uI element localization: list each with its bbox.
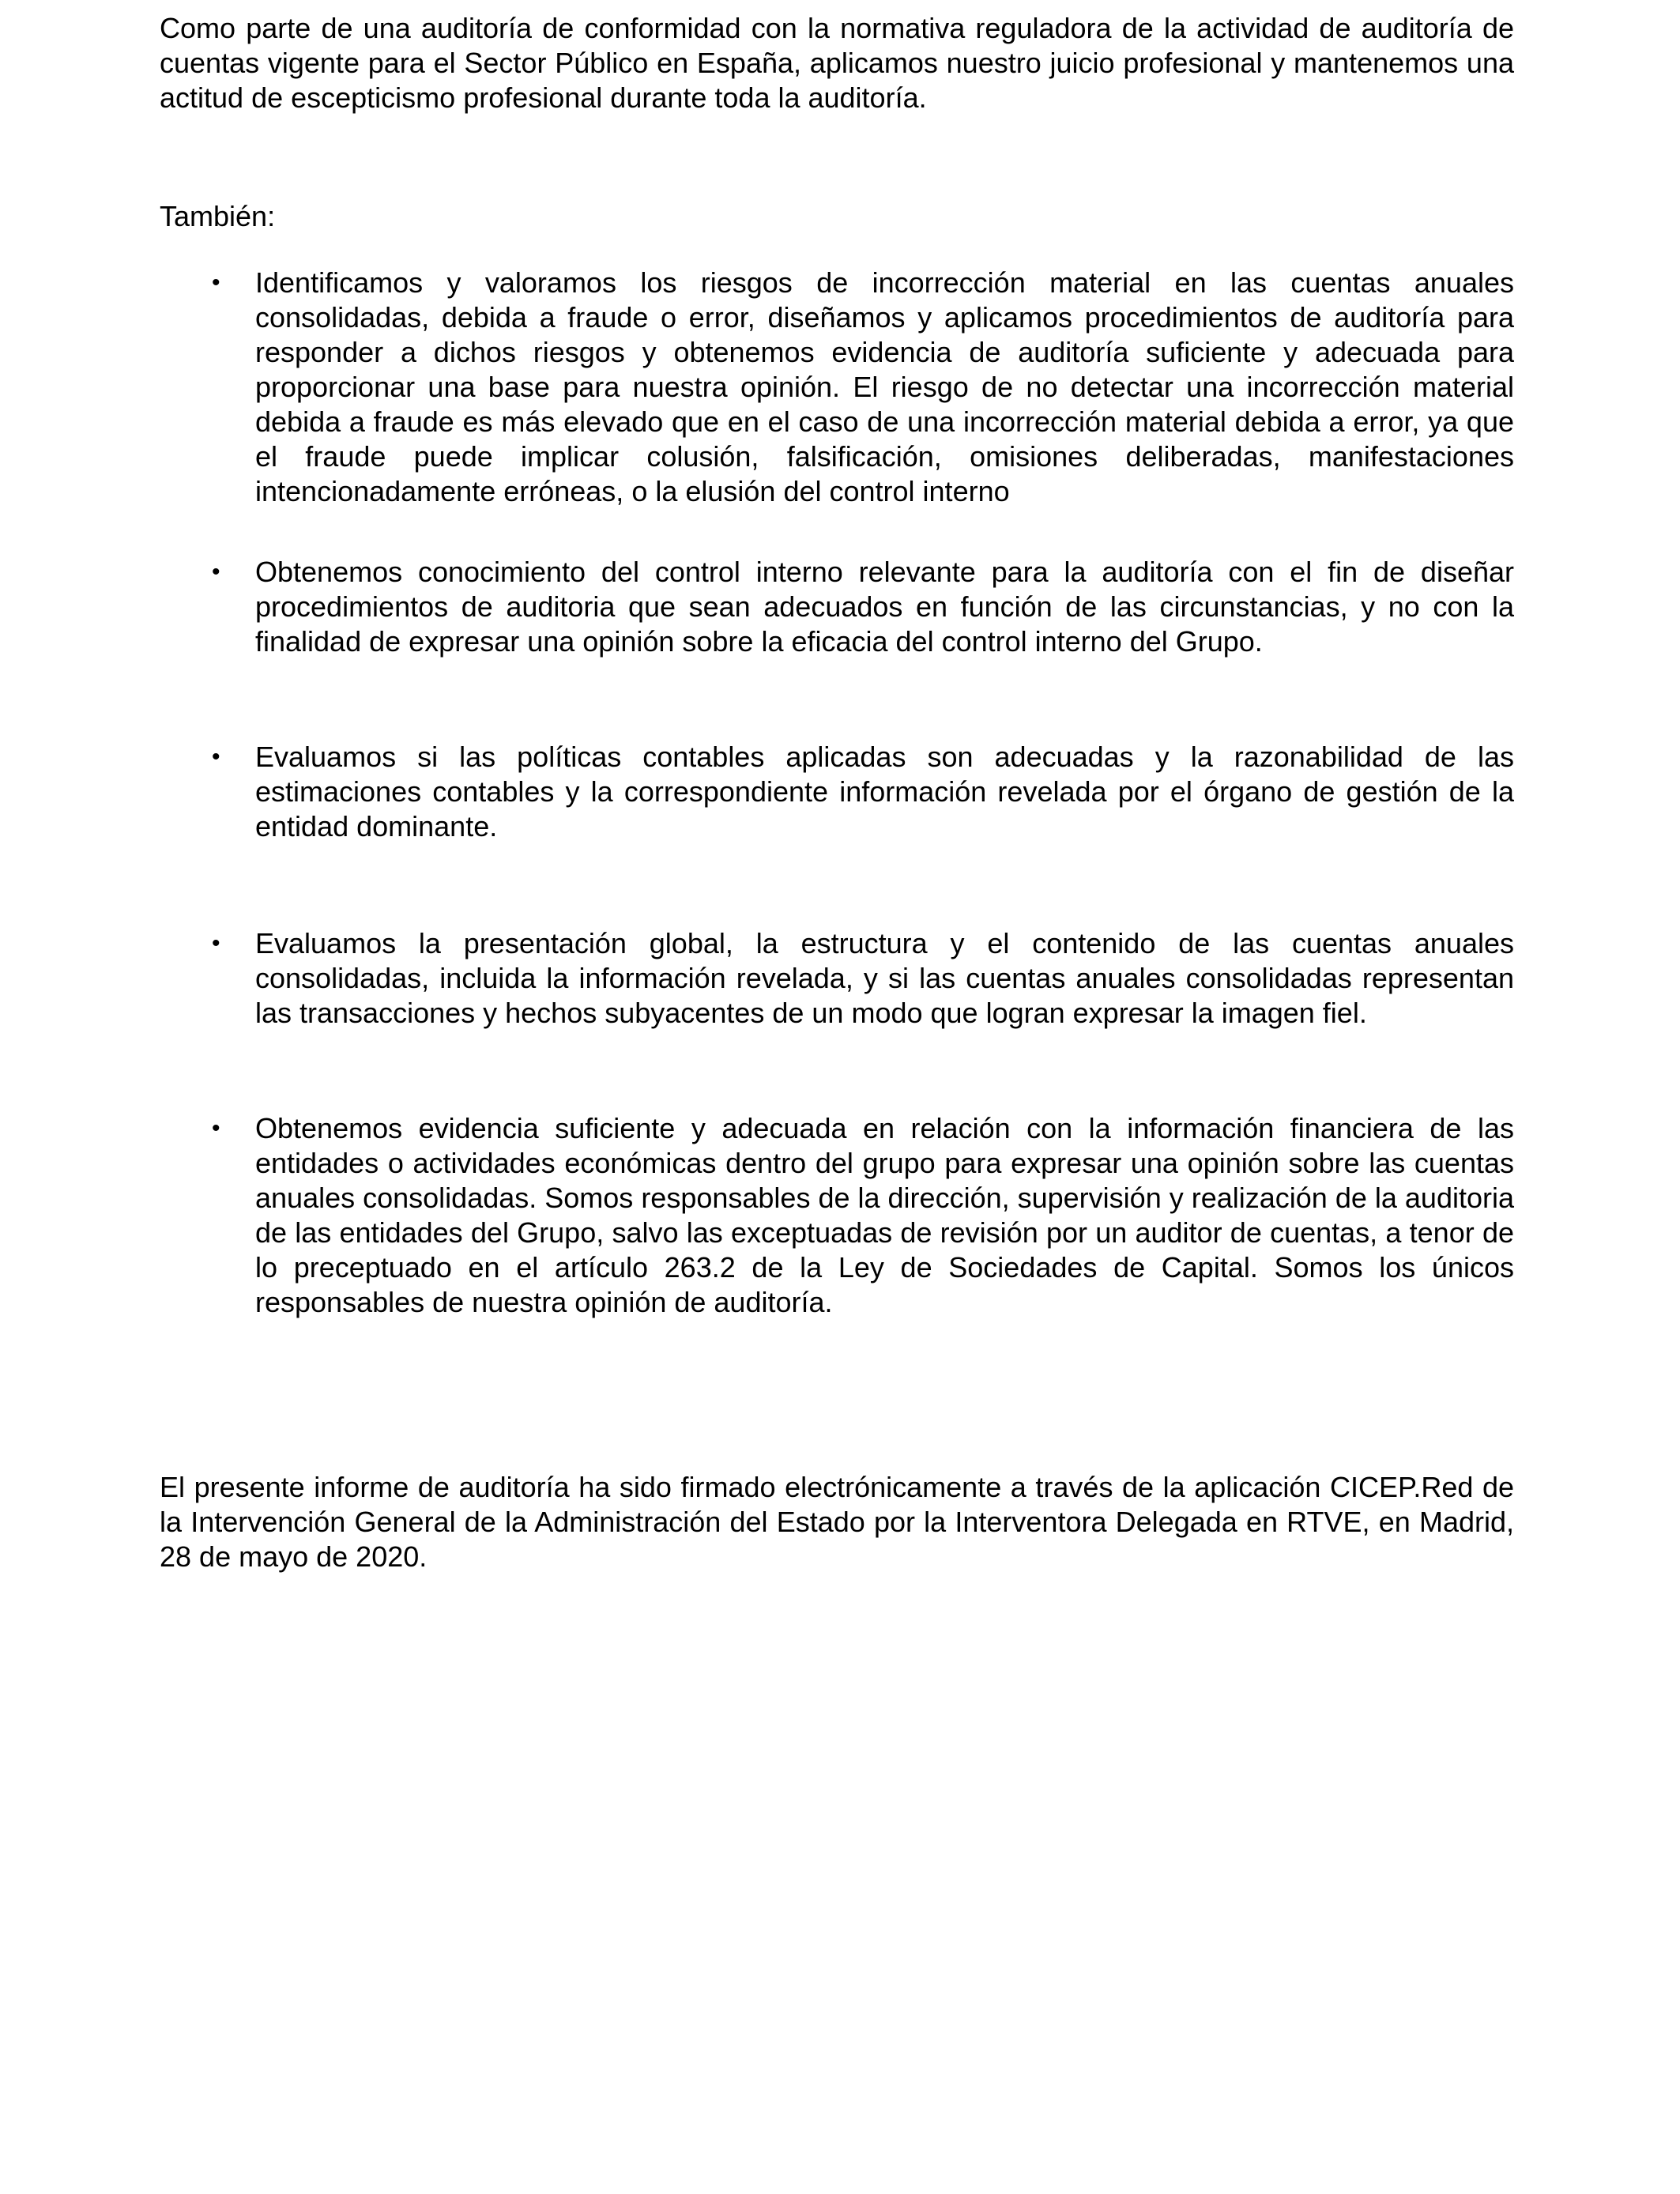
list-item (160, 1111, 1514, 1320)
bullet-text: Evaluamos la presentación global, la estructura y el contenido de las cuentas anuales consolidadas, incluida la información revelada, y si las cuentas anuales consolidadas representan las transacciones y hechos subyacentes de un modo que logran expresar la imagen fiel. (255, 927, 1514, 1029)
bullet-text: Obtenemos evidencia suficiente y adecuada en relación con la información financiera de las entidades o actividades económicas dentro del grupo para expresar una opinión sobre las cuentas anuales consolidadas. Somos responsables de la dirección, supervisión y realización de la auditoria de las entidades del Grupo, salvo las exceptuadas de revisión por un auditor de cuentas, a tenor de lo preceptuado en el artículo 263.2 de la Ley de Sociedades de Capital. Somos los únicos responsables de nuestra opinión de auditoría. (255, 1112, 1514, 1318)
document-page (160, 11, 1514, 1574)
bullet-icon: • (212, 744, 220, 770)
list-item (160, 926, 1514, 1031)
tambien-heading: También: (160, 200, 276, 232)
bullet-text: Evaluamos si las políticas contables aplicadas son adecuadas y la razonabilidad de las estimaciones contables y la correspondiente información revelada por el órgano de gestión de la entidad dominante. (255, 741, 1514, 843)
closing-paragraph: El presente informe de auditoría ha sido firmado electrónicamente a través de la aplicación CICEP.Red de la Intervención General de la Administración del Estado por la Interventora Delegada en RTVE, en Madrid, 28 de mayo de 2020. (160, 1471, 1514, 1573)
bullet-icon: • (212, 1115, 220, 1141)
list-item (160, 555, 1514, 659)
bullet-text: Identificamos y valoramos los riesgos de incorrección material en las cuentas anuales consolidadas, debida a fraude o error, diseñamos y aplicamos procedimientos de auditoría para responder a dichos riesgos y obtenemos evidencia de auditoría suficiente y adecuada para proporcionar una base para nuestra opinión. El riesgo de no detectar una incorrección material debida a fraude es más elevado que en el caso de una incorrección material debida a error, ya que el fraude puede implicar colusión, falsificación, omisiones deliberadas, manifestaciones intencionadamente erróneas, o la elusión del control interno (255, 266, 1514, 507)
bullet-icon: • (212, 270, 220, 296)
bullet-list (160, 266, 1514, 1320)
list-item (160, 740, 1514, 844)
bullet-icon: • (212, 559, 220, 585)
intro-paragraph: Como parte de una auditoría de conformidad con la normativa reguladora de la actividad de auditoría de cuentas vigente para el Sector Público en España, aplicamos nuestro juicio profesional y mantenemos una actitud de escepticismo profesional durante toda la auditoría. (160, 12, 1514, 114)
bullet-text: Obtenemos conocimiento del control interno relevante para la auditoría con el fin de diseñar procedimientos de auditoria que sean adecuados en función de las circunstancias, y no con la finalidad de expresar una opinión sobre la eficacia del control interno del Grupo. (255, 556, 1514, 658)
bullet-icon: • (212, 930, 220, 956)
list-item (160, 266, 1514, 509)
